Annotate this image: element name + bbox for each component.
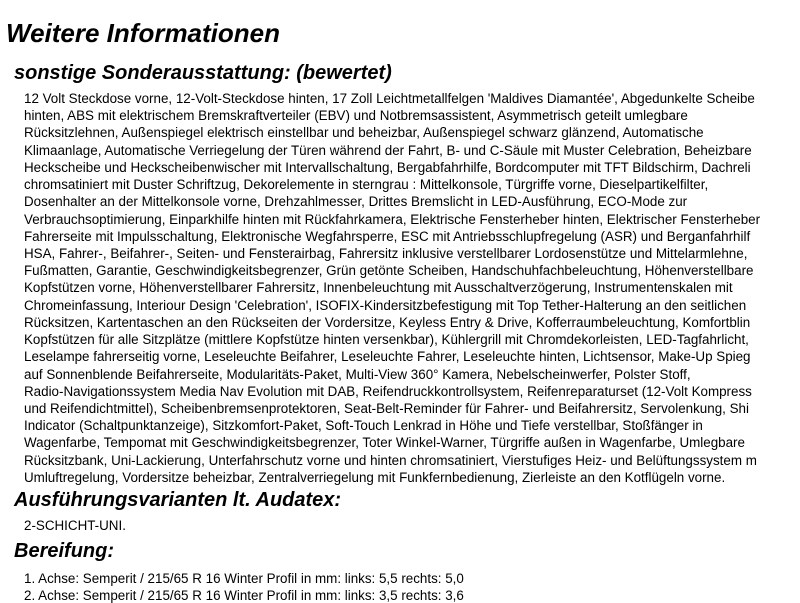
variants-heading: Ausführungsvarianten lt. Audatex: [14, 489, 342, 511]
equipment-heading: sonstige Sonderausstattung: (bewertet) [14, 62, 392, 84]
equipment-line: Dosenhalter an der Mittelkonsole vorne, Drehzahlmesser, Drittes Bremslicht in LED-Ausführung, ECO-Mode zur [24, 194, 688, 210]
equipment-line: auf Sonnenblende Beifahrerseite, Modularitäts-Paket, Multi-View 360° Kamera, Nebelscheinwerfer, Polster Stoff, [24, 366, 691, 382]
equipment-line: HSA, Fahrer-, Beifahrer-, Seiten- und Fensterairbag, Fahrersitz inklusive verstellbarer Lordosenstütze und Mittelarmlehne, [24, 245, 748, 261]
equipment-line: chromsatiniert mit Duster Schriftzug, Dekorelemente in sterngrau : Mittelkonsole, Türgriffe vorne, Dieselpartikelfilter, [24, 177, 709, 193]
equipment-line: Radio-Navigationssystem Media Nav Evolution mit DAB, Reifendruckkontrollsystem, Reifenreparaturset (12-Volt Kompress [24, 383, 752, 399]
equipment-line: Verbrauchsoptimierung, Einparkhilfe hinten mit Rückfahrkamera, Elektrische Fensterheber hinten, Elektrischer Fensterheber [24, 211, 761, 227]
equipment-line: 12 Volt Steckdose vorne, 12-Volt-Steckdose hinten, 17 Zoll Leichtmetallfelgen 'Maldives Diamantée', Abgedunkelte Scheibe [24, 91, 755, 106]
equipment-line: Umluftregelung, Vordersitze beheizbar, Zentralverriegelung mit Funkfernbedienung, Zierleiste an den Kotflügeln vorne. [24, 469, 726, 485]
equipment-line: Wagenfarbe, Tempomat mit Geschwindigkeitsbegrenzer, Toter Winkel-Warner, Türgriffe außen in Wagenfarbe, Umlegbare [24, 435, 745, 451]
equipment-line: Klimaanlage, Automatische Verriegelung der Türen während der Fahrt, B- und C-Säule mit Muster Celebration, Beheizbare [24, 142, 752, 158]
tire-row-axle-2: 2. Achse: Semperit / 215/65 R 16 Winter Profil in mm: links: 3,5 rechts: 3,6 [24, 588, 464, 603]
page-title: Weitere Informationen [6, 18, 281, 48]
equipment-line: Indicator (Schaltpunktanzeige), Sitzkomfort-Paket, Soft-Touch Lenkrad in Höhe und Tiefe verstellbar, Stoßfänger in [24, 418, 703, 434]
equipment-line: Leselampe fahrerseitig vorne, Leseleuchte Beifahrer, Leseleuchte Fahrer, Leseleuchte hinten, Lichtsensor, Make-Up Spieg [24, 349, 751, 365]
equipment-line: und Reifendichtmittel), Scheibenbremsenprotektoren, Seat-Belt-Reminder für Fahrer- und Beifahrersitz, Servolenkung, Shi [24, 400, 749, 416]
equipment-line: Heckscheibe und Heckscheibenwischer mit Intervallschaltung, Bergabfahrhilfe, Bordcomputer mit TFT Bildschirm, Dachreli [24, 159, 751, 175]
equipment-line: hinten, ABS mit elektrischem Bremskraftverteiler (EBV) und Notbremsassistent, Asymmetrisch geteilt umlegbare [24, 108, 688, 124]
equipment-line: Kopfstützen für alle Sitzplätze (mittlere Kopfstütze hinten versenkbar), Kühlergrill mit Chromdekorleisten, LED-Tagfahrlicht, [24, 332, 749, 348]
variants-value: 2-SCHICHT-UNI. [24, 518, 126, 533]
equipment-line: Rücksitzen, Kartentaschen an den Rückseiten der Vordersitze, Keyless Entry & Drive, Kofferraumbeleuchtung, Komfortblin [24, 314, 751, 330]
tire-row-axle-1: 1. Achse: Semperit / 215/65 R 16 Winter Profil in mm: links: 5,5 rechts: 5,0 [24, 571, 464, 586]
equipment-line: Fahrerseite mit Impulsschaltung, Elektronische Wegfahrsperre, ESC mit Antriebsschlupfregelung (ASR) und Berganfahrhilf [24, 228, 751, 244]
equipment-line: Chromeinfassung, Interiour Design 'Celebration', ISOFIX-Kindersitzbefestigung mit Top Tether-Halterung an den seitlichen [24, 297, 747, 313]
equipment-line: Rücksitzbank, Uni-Lackierung, Unterfahrschutz vorne und hinten chromsatiniert, Vierstufiges Heiz- und Belüftungssystem m [24, 452, 757, 468]
tires-heading: Bereifung: [14, 540, 114, 562]
equipment-list [24, 90, 800, 486]
equipment-line: Fußmatten, Garantie, Geschwindigkeitsbegrenzer, Grün getönte Scheiben, Handschuhfachbeleuchtung, Höhenverstellbare [24, 263, 754, 279]
equipment-line: Kopfstützen vorne, Höhenverstellbarer Fahrersitz, Innenbeleuchtung mit Ausschaltverzögerung, Instrumentenskalen mit [24, 280, 733, 296]
equipment-line: Rücksitzlehnen, Außenspiegel elektrisch einstellbar und beheizbar, Außenspiegel schwarz glänzend, Automatische [24, 125, 704, 141]
